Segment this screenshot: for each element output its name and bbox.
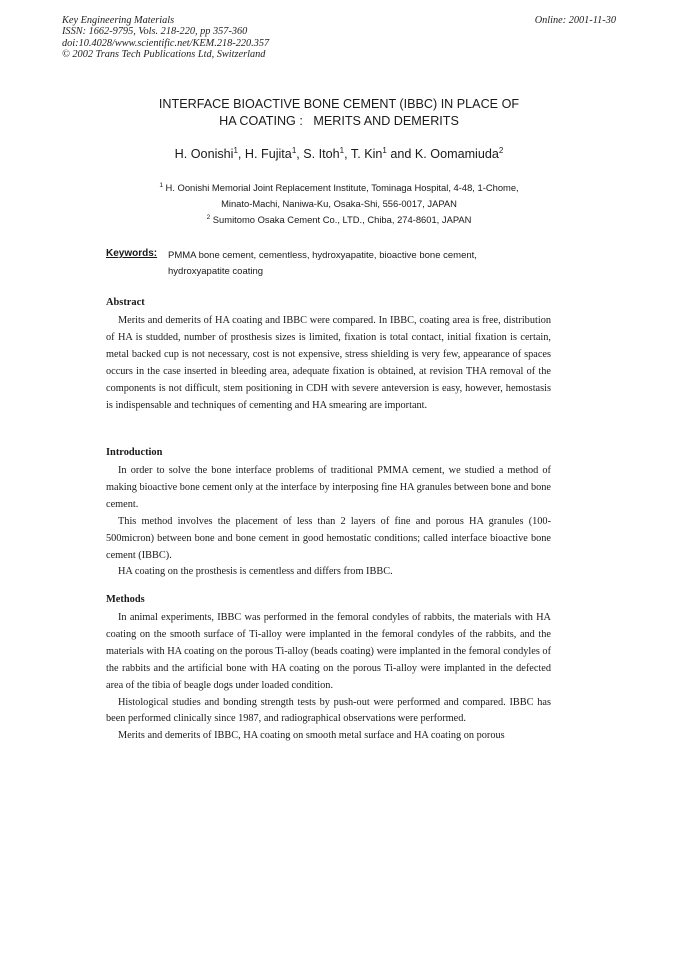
journal-name: Key Engineering Materials: [62, 15, 175, 26]
abstract-heading: Abstract: [106, 297, 145, 308]
keywords-text: PMMA bone cement, cementless, hydroxyapatite, bioactive bone cement, hydroxyapatite coating: [168, 250, 477, 277]
author-affiliation-marker: 2: [498, 145, 504, 155]
journal-header: [62, 15, 269, 61]
introduction-heading: Introduction: [106, 447, 163, 458]
affiliation-1-line-1: H. Oonishi Memorial Joint Replacement Institute, Tominaga Hospital, 4-48, 1-Chome,: [165, 182, 519, 193]
author-affiliation-marker: 1: [233, 145, 238, 155]
affiliation-1-marker: 1: [159, 181, 163, 189]
paper-title: [0, 96, 678, 130]
abstract-paragraph: Merits and demerits of HA coating and IBBC were compared. In IBBC, coating area is free, distribution of HA is studded, number of prosthesis sizes is limited, fixation is total contact, initial fixation is certain, metal backed cup is not necessary, cost is not expensive, stress shielding is very few, appearance of spaces occurs in the case inserted in bleeding area, adequate fixation is obtained, at revision THA removal of the components is not difficult, stem positioning in CDH with severe anteversion is easy, however, hemostasis is indispensable and techniques of cementing and HA smearing are important.: [106, 315, 551, 411]
author-name: K. Oomamiuda: [414, 147, 499, 161]
author-name: S. Itoh: [303, 147, 340, 161]
introduction-paragraph-1: In order to solve the bone interface problems of traditional PMMA cement, we studied a method of making bioactive bone cement only at the interface by interposing fine HA granules between bone and bone cement.: [106, 465, 551, 510]
author-affiliation-marker: 1: [291, 145, 297, 155]
author-list: [0, 147, 678, 161]
affiliation-2: [0, 214, 678, 225]
keywords-label: Keywords:: [106, 248, 158, 259]
affiliation-1-line-2: Minato-Machi, Naniwa-Ku, Osaka-Shi, 556-0017, JAPAN: [221, 198, 457, 209]
online-date: Online: 2001-11-30: [534, 15, 616, 26]
methods-body: [106, 610, 551, 745]
methods-paragraph-2: Histological studies and bonding strength tests by push-out were performed and compared. IBBC has been performed clinically since 1987, and radiographical observations were performed.: [106, 696, 551, 725]
affiliation-2-line-1: Sumitomo Osaka Cement Co., LTD., Chiba, 274-8601, JAPAN: [212, 214, 472, 225]
copyright-line: © 2002 Trans Tech Publications Ltd, Switzerland: [62, 49, 266, 61]
author-separator: ,: [237, 147, 245, 161]
author-affiliation-marker: 1: [382, 145, 387, 155]
introduction-paragraph-3: HA coating on the prosthesis is cementless and differs from IBBC.: [118, 566, 393, 578]
affiliation-1-cont: [0, 198, 678, 209]
author-name: H. Fujita: [244, 147, 292, 161]
affiliation-1: [0, 182, 678, 193]
title-line-1: INTERFACE BIOACTIVE BONE CEMENT (IBBC) IN PLACE OF: [158, 97, 520, 111]
introduction-paragraph-2: This method involves the placement of less than 2 layers of fine and porous HA granules (100-500micron) between bone and bone cement in good hemostatic conditions; called interface bioactive bone cement (IBBC).: [106, 515, 551, 561]
issn-line: ISSN: 1662-9795, Vols. 218-220, pp 357-360: [62, 26, 248, 38]
author-separator: ,: [296, 147, 304, 161]
author-affiliation-marker: 1: [339, 145, 345, 155]
author-separator: ,: [344, 147, 351, 161]
methods-paragraph-1: In animal experiments, IBBC was performed in the femoral condyles of rabbits, the materials with HA coating on the smooth surface of Ti-alloy were implanted in the femoral condyles of the rabbits, and the materials with HA coating on the porous Ti-alloy (beads coating) were implanted in the femoral condyles of the rabbits and the artificial bone with HA coating on the porous Ti-alloy were implanted in the defected area of the tibia of beagle dogs under loaded condition.: [106, 612, 551, 691]
abstract-body: [106, 313, 551, 414]
title-line-2: HA COATING : MERITS AND DEMERITS: [219, 114, 459, 128]
methods-paragraph-3: Merits and demerits of IBBC, HA coating on smooth metal surface and HA coating on porous: [118, 730, 505, 742]
author-separator: and: [386, 147, 415, 161]
methods-heading: Methods: [106, 594, 145, 605]
author-name: H. Oonishi: [174, 147, 234, 161]
doi-line: doi:10.4028/www.scientific.net/KEM.218-220.357: [62, 37, 270, 49]
affiliation-2-marker: 2: [206, 213, 211, 221]
author-name: T. Kin: [350, 147, 383, 161]
introduction-body: [106, 463, 551, 581]
